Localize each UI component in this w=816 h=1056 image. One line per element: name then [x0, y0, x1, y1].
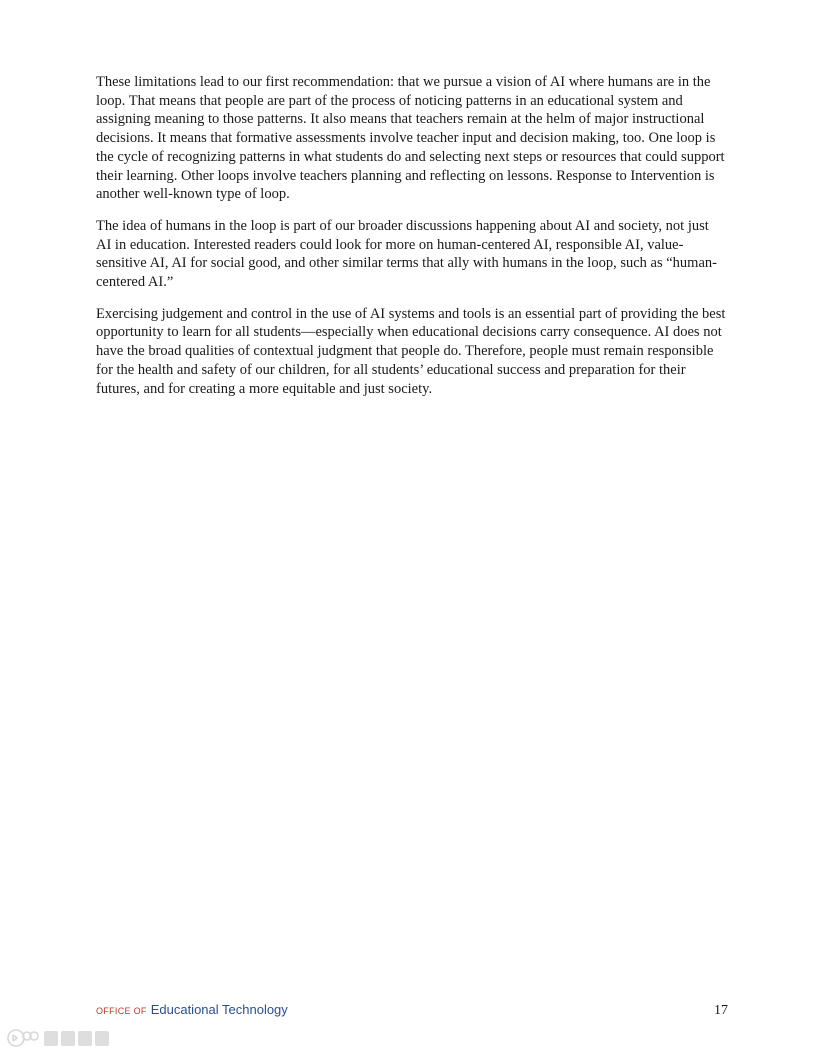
paragraph-judgement-and-control: Exercising judgement and control in the use of AI systems and tools is an essential part of providing the best opportunity to learn for all students—especially when educational decisions carry consequence. AI does not have the broad qualities of contextual judgment that people do. Therefore, people must remain responsible for the health and safety of our children, for all students’ educational success and preparation for their futures, and for creating a more equitable and just society. — [96, 305, 726, 397]
footer-office-logo — [96, 1001, 288, 1019]
watermark-logo-icon — [6, 1026, 110, 1050]
office-of-label: OFFICE OF — [96, 1006, 147, 1016]
paragraph-ai-and-society: The idea of humans in the loop is part of our broader discussions happening about AI and society, not just AI in education. Interested readers could look for more on human-centered AI, responsible AI, value-sensitive AI, AI for social good, and other similar terms that ally with humans in the loop, such as “human-centered AI.” — [96, 217, 717, 291]
educational-technology-label: Educational Technology — [150, 1002, 288, 1017]
paragraph-humans-in-loop: These limitations lead to our first recommendation: that we pursue a vision of AI where humans are in the loop. That means that people are part of the process of noticing patterns in an educational system and assigning meaning to those patterns. It also means that teachers remain at the helm of major instructional decisions. It means that formative assessments involve teacher input and decision making, too. One loop is the cycle of recognizing patterns in what students do and selecting next steps or resources that could support their learning. Other loops involve teachers planning and reflecting on lessons. Response to Intervention is another well-known type of loop. — [96, 74, 725, 203]
body-text — [96, 73, 726, 411]
page-number: 17 — [714, 1003, 728, 1018]
